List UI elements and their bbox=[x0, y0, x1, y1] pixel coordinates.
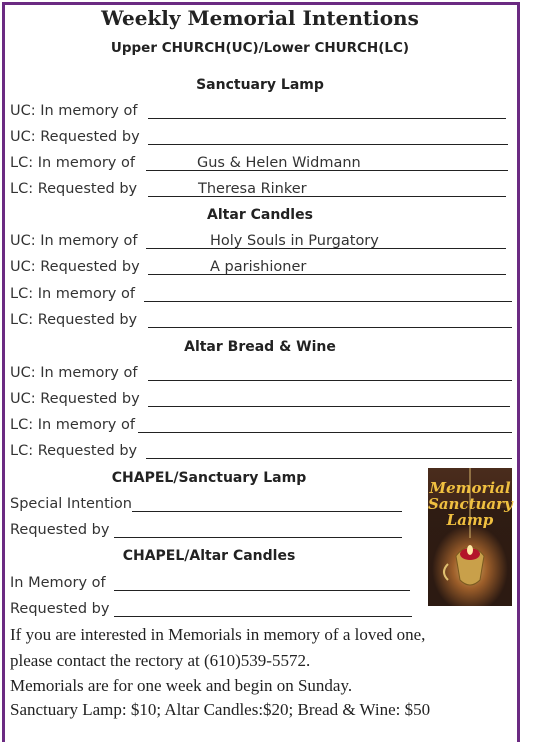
entry-line bbox=[144, 301, 512, 302]
section-heading-sanctuary-lamp: Sanctuary Lamp bbox=[196, 77, 324, 93]
entry-line bbox=[138, 432, 512, 433]
field-label: LC: In memory of bbox=[10, 286, 135, 302]
field-label: UC: Requested by bbox=[10, 391, 140, 407]
page-title: Weekly Memorial Intentions bbox=[101, 6, 419, 30]
entry-line bbox=[148, 380, 512, 381]
footer-line-3: Memorials are for one week and begin on Sunday. bbox=[10, 676, 353, 695]
field-label: LC: Requested by bbox=[10, 181, 138, 197]
field-label: UC: Requested by bbox=[10, 129, 140, 145]
field-value: A parishioner bbox=[210, 259, 307, 275]
field-label: LC: In memory of bbox=[10, 155, 135, 171]
field-label: LC: Requested by bbox=[10, 312, 138, 328]
entry-line bbox=[148, 406, 510, 407]
footer-line-2: please contact the rectory at (610)539-5572. bbox=[10, 651, 311, 670]
image-caption: Memorial Sanctuary Lamp bbox=[428, 479, 513, 529]
page-subtitle: Upper CHURCH(UC)/Lower CHURCH(LC) bbox=[110, 40, 410, 56]
field-label: UC: Requested by bbox=[10, 259, 140, 275]
field-label: In Memory of bbox=[10, 575, 106, 591]
section-heading-altar-candles: Altar Candles bbox=[207, 207, 313, 223]
field-value: Theresa Rinker bbox=[198, 181, 307, 197]
entry-line bbox=[132, 511, 402, 512]
section-heading-altar-bread-wine: Altar Bread & Wine bbox=[184, 339, 336, 355]
footer-line-1: If you are interested in Memorials in memory of a loved one, bbox=[10, 625, 426, 644]
field-label: UC: In memory of bbox=[10, 365, 138, 381]
section-heading-chapel-candles: CHAPEL/Altar Candles bbox=[122, 548, 296, 564]
entry-line bbox=[114, 537, 402, 538]
field-label: LC: Requested by bbox=[10, 443, 138, 459]
section-heading-chapel-lamp: CHAPEL/Sanctuary Lamp bbox=[111, 470, 307, 486]
field-label: UC: In memory of bbox=[10, 233, 138, 249]
field-label: Requested by bbox=[10, 522, 110, 538]
field-value: Holy Souls in Purgatory bbox=[210, 233, 379, 249]
footer-line-4: Sanctuary Lamp: $10; Altar Candles:$20; Bread & Wine: $50 bbox=[10, 700, 431, 719]
entry-line bbox=[148, 144, 508, 145]
field-label: LC: In memory of bbox=[10, 417, 135, 433]
field-label: Special Intention bbox=[10, 496, 132, 512]
field-label: UC: In memory of bbox=[10, 103, 138, 119]
entry-line bbox=[148, 327, 512, 328]
entry-line bbox=[146, 458, 512, 459]
entry-line bbox=[148, 118, 506, 119]
field-label: Requested by bbox=[10, 601, 110, 617]
entry-line bbox=[114, 590, 410, 591]
entry-line bbox=[148, 274, 506, 275]
entry-line bbox=[114, 616, 412, 617]
field-value: Gus & Helen Widmann bbox=[197, 155, 361, 171]
